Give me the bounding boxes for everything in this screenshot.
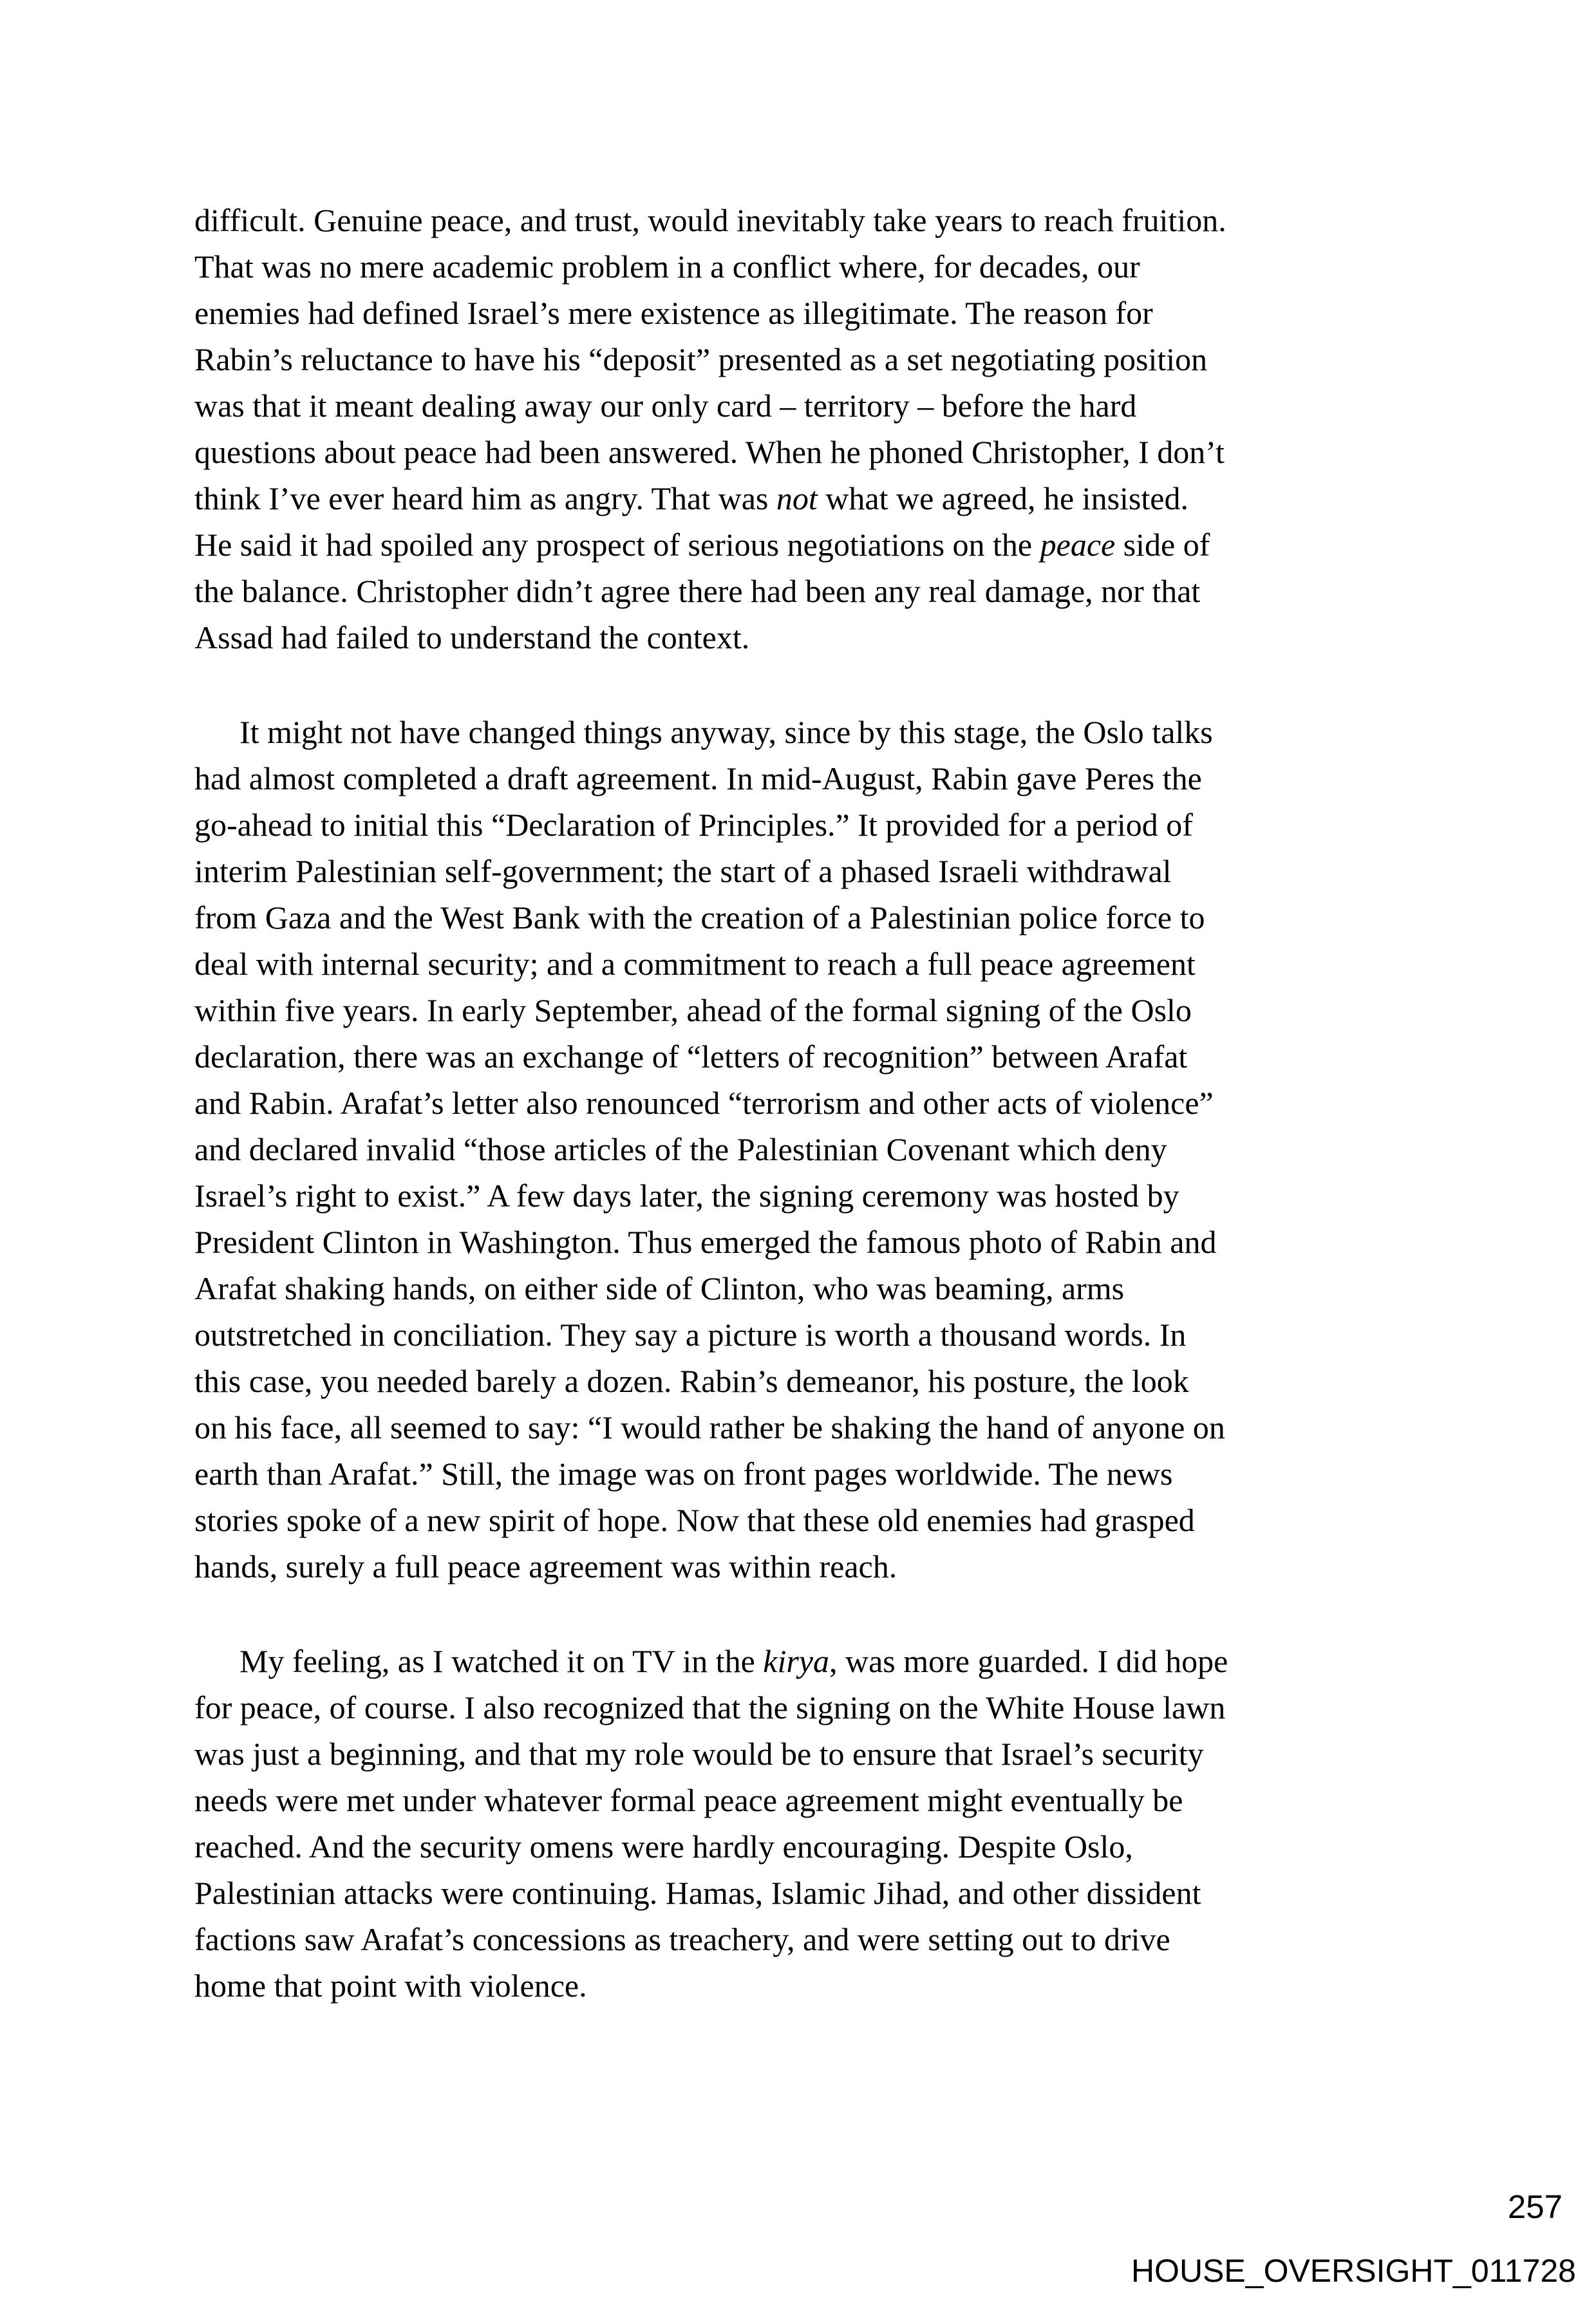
text-line: Rabin’s reluctance to have his “deposit” presented as a set negotiating position [194,341,1208,377]
paragraph [194,709,1418,1590]
text-line: go-ahead to initial this “Declaration of Principles.” It provided for a period of [194,807,1193,843]
text-line: questions about peace had been answered. When he phoned Christopher, I don’t [194,434,1225,470]
text-line: needs were met under whatever formal peace agreement might eventually be [194,1782,1183,1818]
text-line: factions saw Arafat’s concessions as treachery, and were setting out to drive [194,1921,1170,1957]
paragraph [194,1638,1418,2009]
text-line: reached. And the security omens were hardly encouraging. Despite Oslo, [194,1828,1133,1865]
text-line: was just a beginning, and that my role would be to ensure that Israel’s security [194,1736,1204,1772]
text-line: enemies had defined Israel’s mere existence as illegitimate. The reason for [194,295,1153,331]
text-line: from Gaza and the West Bank with the creation of a Palestinian police force to [194,899,1205,935]
text-line: interim Palestinian self-government; the start of a phased Israeli withdrawal [194,853,1172,889]
text-line: on his face, all seemed to say: “I would rather be shaking the hand of anyone on [194,1409,1225,1445]
page-number: 257 [1507,2188,1563,2225]
text-line: It might not have changed things anyway, since by this stage, the Oslo talks [239,714,1213,750]
text-line: outstretched in conciliation. They say a picture is worth a thousand words. In [194,1317,1187,1353]
text-line: the balance. Christopher didn’t agree there had been any real damage, nor that [194,573,1201,609]
paragraph [194,197,1418,661]
text-line: stories spoke of a new spirit of hope. Now that these old enemies had grasped [194,1502,1195,1538]
text-line: for peace, of course. I also recognized that the signing on the White House lawn [194,1689,1226,1725]
text-line: this case, you needed barely a dozen. Rabin’s demeanor, his posture, the look [194,1363,1189,1399]
text-line: earth than Arafat.” Still, the image was on front pages worldwide. The news [194,1456,1173,1492]
text-line: difficult. Genuine peace, and trust, would inevitably take years to reach fruition. [194,202,1226,238]
text-line: Israel’s right to exist.” A few days later, the signing ceremony was hosted by [194,1178,1179,1214]
text-line: President Clinton in Washington. Thus emerged the famous photo of Rabin and [194,1224,1217,1260]
text-line: had almost completed a draft agreement. In mid-August, Rabin gave Peres the [194,760,1202,796]
text-line: He said it had spoiled any prospect of serious negotiations on the peace side of [194,527,1210,563]
text-line: home that point with violence. [194,1968,587,2004]
text-line: hands, surely a full peace agreement was within reach. [194,1548,897,1584]
text-line: and Rabin. Arafat’s letter also renounced “terrorism and other acts of violence” [194,1085,1214,1121]
body-text [194,197,1418,2009]
text-line: My feeling, as I watched it on TV in the kirya, was more guarded. I did hope [239,1643,1228,1679]
text-line: within five years. In early September, ahead of the formal signing of the Oslo [194,992,1192,1028]
text-line: Arafat shaking hands, on either side of Clinton, who was beaming, arms [194,1270,1125,1306]
text-line: think I’ve ever heard him as angry. That was not what we agreed, he insisted. [194,480,1188,516]
text-line: and declared invalid “those articles of the Palestinian Covenant which deny [194,1131,1167,1167]
text-line: That was no mere academic problem in a conflict where, for decades, our [194,249,1140,285]
text-line: deal with internal security; and a commitment to reach a full peace agreement [194,946,1196,982]
text-line: Palestinian attacks were continuing. Hamas, Islamic Jihad, and other dissident [194,1875,1201,1911]
text-line: declaration, there was an exchange of “letters of recognition” between Arafat [194,1039,1188,1075]
text-line: Assad had failed to understand the context. [194,619,750,655]
text-line: was that it meant dealing away our only card – territory – before the hard [194,388,1137,424]
bates-stamp: HOUSE_OVERSIGHT_011728 [1131,2253,1576,2289]
